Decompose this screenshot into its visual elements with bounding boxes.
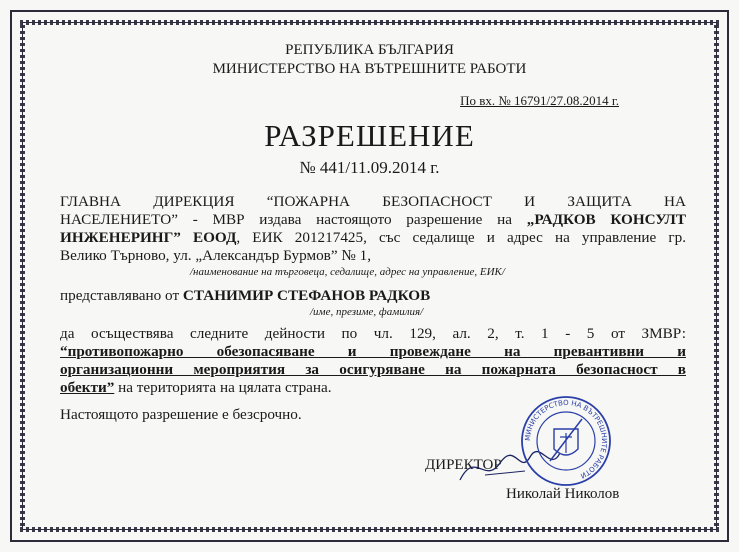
document-number: № 441/11.09.2014 г. <box>299 158 440 177</box>
activities-line-3: организационни мероприятия за осигуряване на пожарната безопасност в <box>60 361 686 378</box>
activities-line-2: “противопожарно обезопасяване и провеждане на превантивни и <box>60 343 686 360</box>
director-title: ДИРЕКТОР <box>425 457 502 473</box>
activities-line-1: да осъществява следните дейности по чл. 129, ал. 2, т. 1 - 5 от ЗМВР: <box>60 325 686 342</box>
body-line-2 <box>60 211 686 229</box>
seal-ring-text: МИНИСТЕРСТВО НА ВЪТРЕШНИТЕ РАБОТИ <box>523 398 609 480</box>
body-line-3-text: , ЕИК 201217425, със седалище и адрес на управление гр. <box>236 229 686 246</box>
activities-territory: на територията на цялата страна. <box>114 379 332 396</box>
note-company-details: /наименование на търговеца, седалище, адрес на управление, ЕИК/ <box>190 266 505 278</box>
header-republic: РЕПУБЛИКА БЪЛГАРИЯ <box>285 42 454 58</box>
document-title: РАЗРЕШЕНИЕ <box>264 118 475 153</box>
body-line-1: ГЛАВНА ДИРЕКЦИЯ “ПОЖАРНА БЕЗОПАСНОСТ И ЗАЩИТА НА <box>60 193 686 210</box>
note-name: /име, презиме, фамилия/ <box>310 306 424 318</box>
representative-name: СТАНИМИР СТЕФАНОВ РАДКОВ <box>182 287 431 304</box>
company-name-part2: ИНЖЕНЕРИНГ” ЕООД <box>60 229 237 246</box>
representative-label: представлявано от <box>60 287 183 304</box>
activities-objects: обекти” <box>60 379 115 396</box>
representative-line <box>60 287 686 305</box>
body-line-4: Велико Търново, ул. „Александър Бурмов” № 1, <box>60 247 372 264</box>
validity-statement: Настоящото разрешение е безсрочно. <box>60 406 302 423</box>
company-name-part1: „РАДКОВ КОНСУЛТ <box>526 211 686 228</box>
incoming-reference: По вх. № 16791/27.08.2014 г. <box>460 93 619 108</box>
director-name: Николай Николов <box>506 486 620 502</box>
body-line-3 <box>60 229 686 247</box>
official-seal <box>520 395 612 487</box>
header-ministry: МИНИСТЕРСТВО НА ВЪТРЕШНИТЕ РАБОТИ <box>212 61 527 77</box>
body-line-2-text: НАСЕЛЕНИЕТО” - МВР издава настоящото разрешение на <box>60 211 527 228</box>
